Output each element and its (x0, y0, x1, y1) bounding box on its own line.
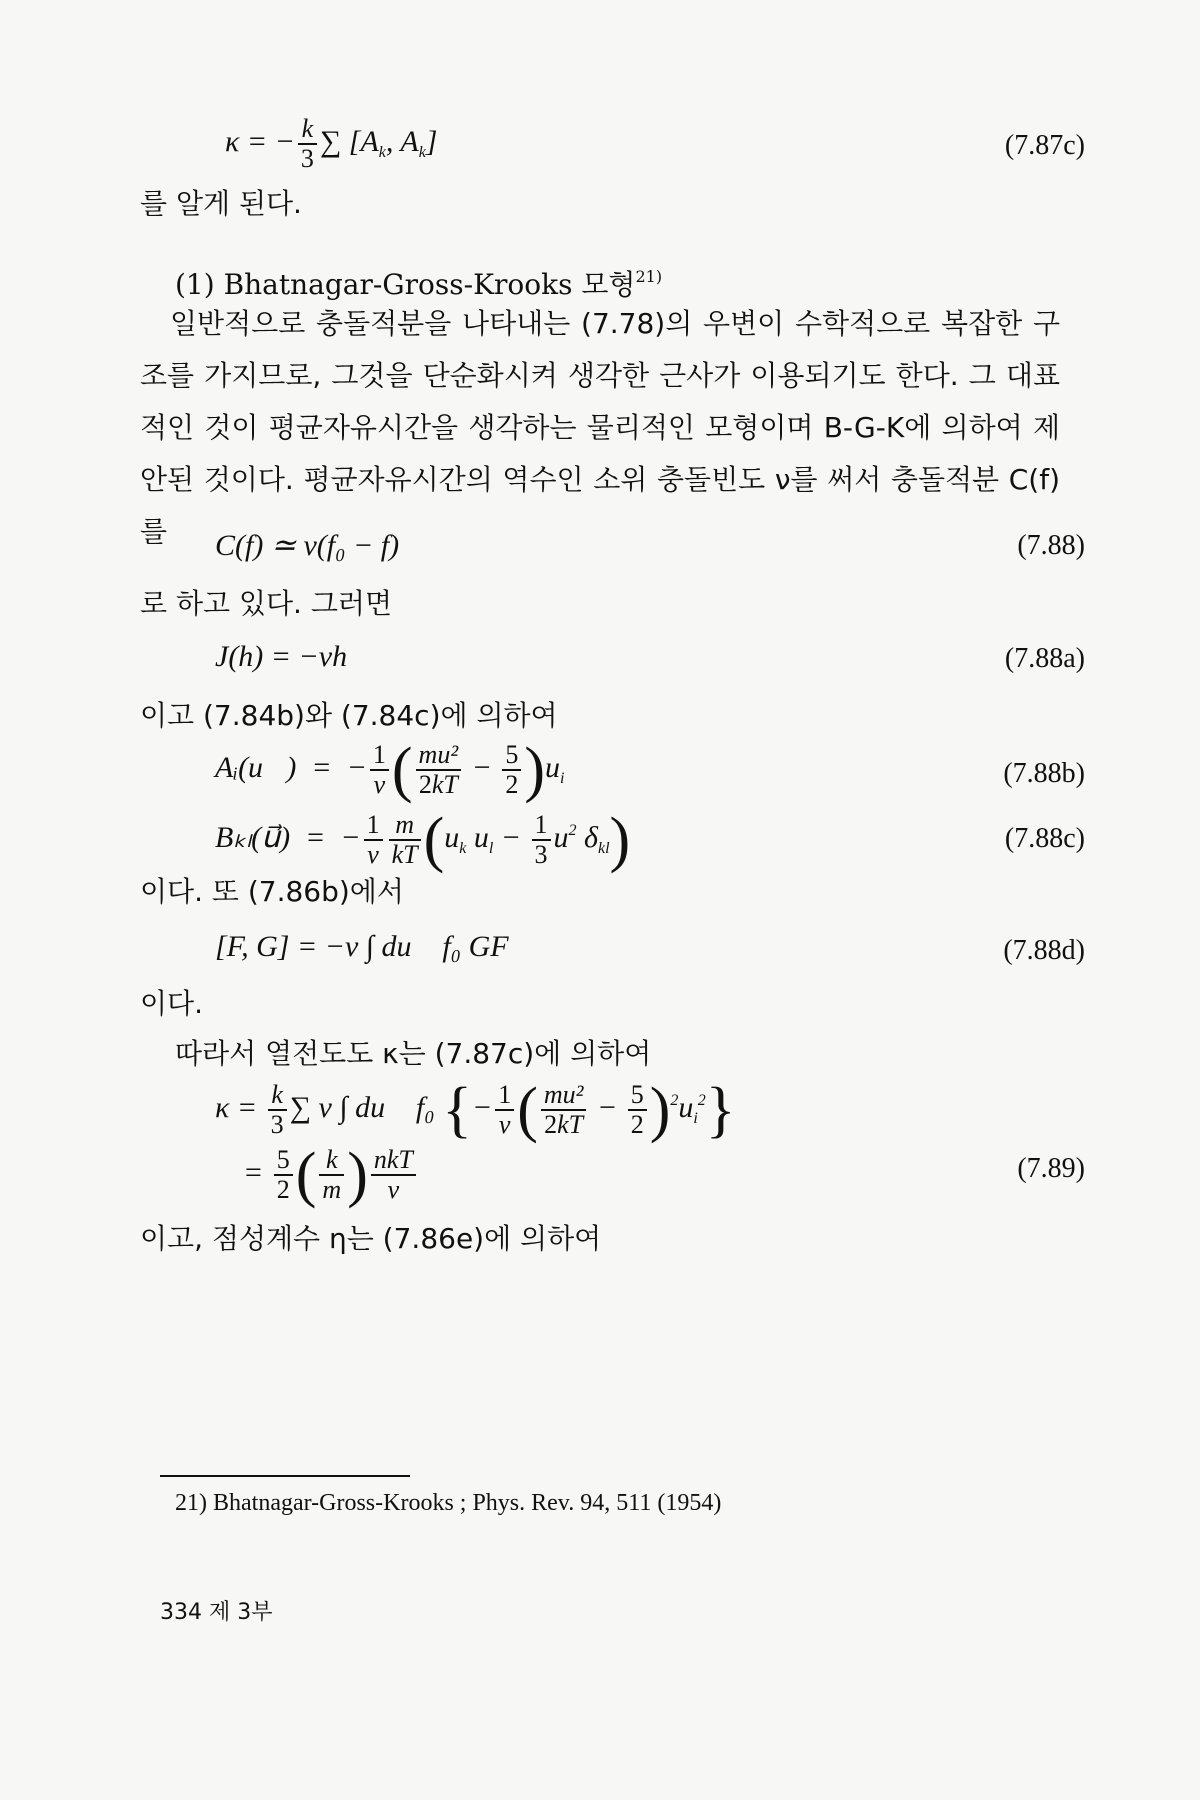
text-line: 를 알게 된다. (140, 187, 302, 220)
text-line: 이다. (140, 987, 203, 1020)
equation-number: (7.88b) (1003, 758, 1085, 789)
footnote-rule (160, 1475, 410, 1477)
equation-7-89-line1: κ = $\frac{k}{3}$ ∑ ν ∫ du⃗ f₀ {− $\frac{1}{\nu}$ ( $\frac{\text{mu²}}{2kT}$ − $\frac{5}{2}$ )$^2u_i^2$} (215, 1076, 736, 1144)
equation-7-88c: Bₖₗ(u⃗) = − $\frac{1}{\nu}$ $\frac{m}{kT}$ ($u_k$ $u_l$ − $\frac{1}{3}$ $u^2$ $\delta_{kl}$) (215, 806, 631, 874)
equation-number: (7.89) (1017, 1153, 1085, 1184)
page-folio: 334 제 3부 (160, 1600, 273, 1625)
paragraph-bgk: 일반적으로 충돌적분을 나타내는 (7.78)의 우변이 수학적으로 복잡한 구조를 가지므로, 그것을 단순화시켜 생각한 근사가 이용되기도 한다. 그 대표적인 것이 평균자유시간을 생각하는 물리적인 모형이며 B-G-K에 의하여 제안된 것이다. 평균자유시간의 역수인 소위 충돌빈도 ν를 써서 충돌적분 C(f)를 (140, 307, 1060, 548)
text-line: 이고, 점성계수 η는 (7.86e)에 의하여 (140, 1222, 602, 1255)
equation-7-87c: κ = − $\frac{k}{3}$ ∑ [$A_k$, $A_k$] (225, 114, 438, 173)
footnote: 21) Bhatnagar-Gross-Krooks ; Phys. Rev. 94, 511 (1954) (175, 1490, 722, 1516)
section-heading: (1) Bhatnagar-Gross-Krooks 모형$^{21)}$ (175, 267, 663, 301)
equation-7-89-line2: = $\frac{5}{2}$ ( $\frac{k}{m}$ ) $\frac{\text{nkT}}{\nu}$ (243, 1145, 419, 1205)
text-line: 이다. 또 (7.86b)에서 (140, 875, 404, 908)
equation-7-88a: J(h) = −νh (215, 640, 348, 673)
text-line: 로 하고 있다. 그러면 (140, 587, 392, 620)
text-line: 따라서 열전도도 κ는 (7.87c)에 의하여 (175, 1037, 652, 1070)
equation-7-88d: [F, G] = −ν ∫ du⃗ f₀ GF (215, 930, 509, 963)
equation-number: (7.88) (1017, 530, 1085, 561)
equation-7-88b: Aᵢ(u⃗) = − $\frac{1}{\nu}$ ( $\frac{\text{mu²}}{2kT}$ − $\frac{5}{2}$ )$u_i$ (215, 736, 565, 804)
equation-number: (7.88d) (1003, 935, 1085, 966)
equation-7-88: C(f) ≃ ν(f₀ − f) (215, 529, 400, 562)
equation-number: (7.88a) (1004, 643, 1085, 674)
equation-number: (7.88c) (1004, 823, 1085, 854)
text-line: 이고 (7.84b)와 (7.84c)에 의하여 (140, 699, 558, 732)
equation-number: (7.87c) (1004, 130, 1085, 161)
